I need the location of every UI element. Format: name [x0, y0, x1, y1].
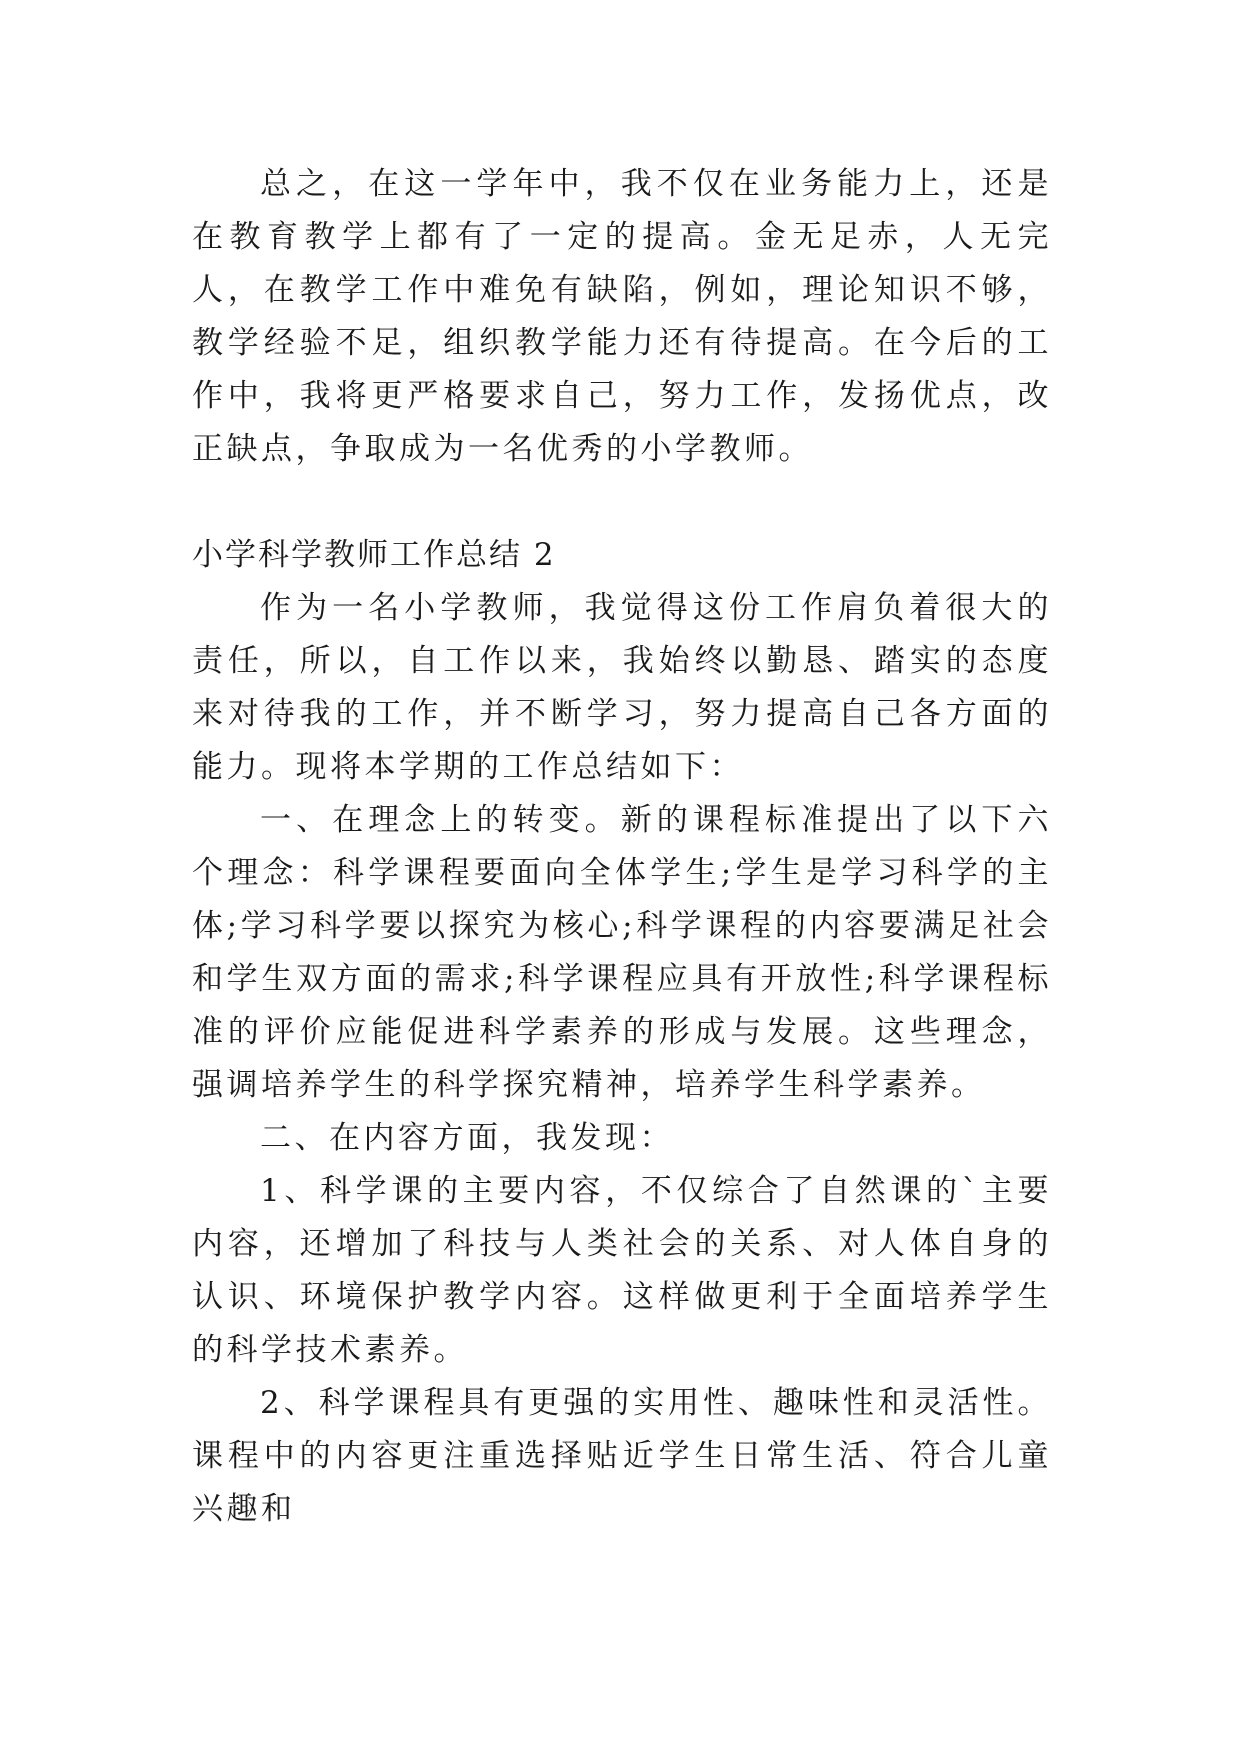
paragraph-content-heading: 二、在内容方面，我发现： — [260, 1120, 674, 1156]
paragraph-intro: 作为一名小学教师，我觉得这份工作肩负着很大的责任，所以，自工作以来，我始终以勤恳、踏实的态度来对待我的工作，并不断学习，努力提高自己各方面的能力。现将本学期的工作总结如下： — [192, 590, 1052, 785]
paragraph-concept: 一、在理念上的转变。新的课程标准提出了以下六个理念：科学课程要面向全体学生;学生是学习科学的主体;学习科学要以探究为核心;科学课程的内容要满足社会和学生双方面的需求;科学课程应具有开放性;科学课程标准的评价应能促进科学素养的形成与发展。这些理念，强调培养学生的科学探究精神，培养学生科学素养。 — [192, 802, 1052, 1103]
section-title: 小学科学教师工作总结 2 — [192, 537, 556, 573]
paragraph-point-2: 2、科学课程具有更强的实用性、趣味性和灵活性。课程中的内容更注重选择贴近学生日常生活、符合儿童兴趣和 — [192, 1385, 1052, 1527]
paragraph-point-1: 1、科学课的主要内容，不仅综合了自然课的`主要内容，还增加了科技与人类社会的关系、对人体自身的认识、环境保护教学内容。这样做更利于全面培养学生的科学技术素养。 — [192, 1173, 1052, 1368]
paragraph-summary: 总之，在这一学年中，我不仅在业务能力上，还是在教育教学上都有了一定的提高。金无足赤，人无完人，在教学工作中难免有缺陷，例如，理论知识不够，教学经验不足，组织教学能力还有待提高。在今后的工作中，我将更严格要求自己，努力工作，发扬优点，改正缺点，争取成为一名优秀的小学教师。 — [192, 166, 1052, 467]
paragraph-gap — [192, 476, 1052, 529]
document-body — [192, 158, 1052, 1536]
